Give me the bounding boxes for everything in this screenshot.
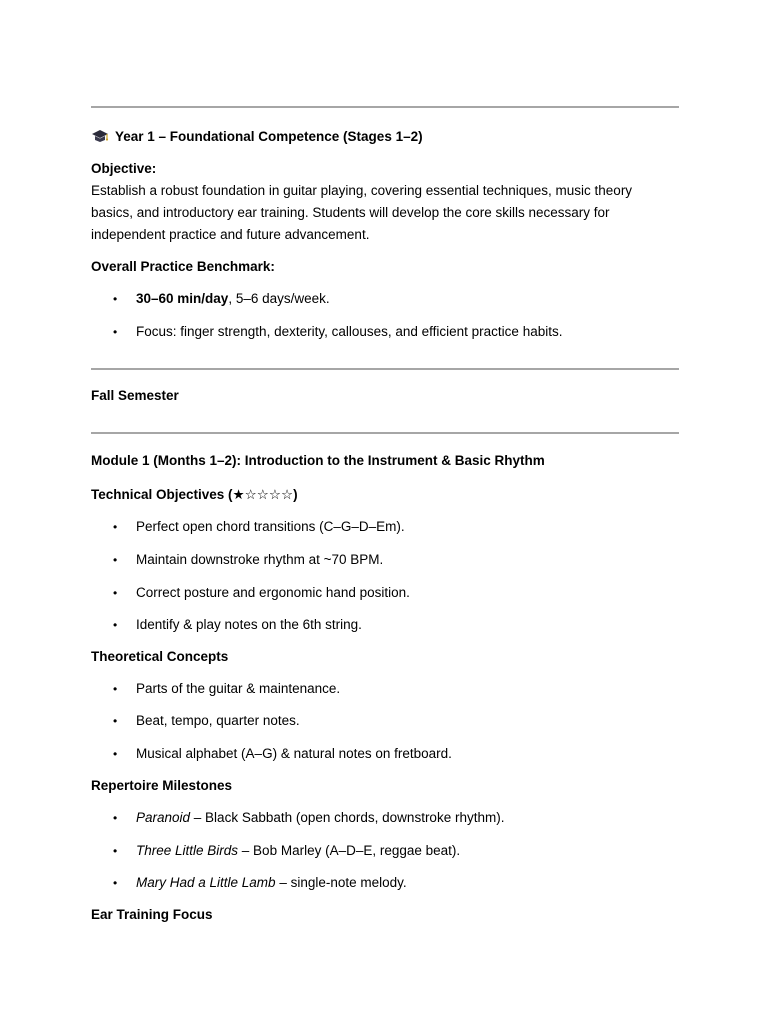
bullet-glyph: •	[113, 586, 118, 600]
bullet-glyph: •	[113, 844, 118, 858]
song-details: – Black Sabbath (open chords, downstroke rhythm).	[190, 810, 505, 825]
technical-objectives-label: Technical Objectives (★☆☆☆☆)	[91, 487, 298, 502]
objective-text-line-2: basics, and introductory ear training. Students will develop the core skills necessary for	[91, 205, 610, 220]
list-item: Parts of the guitar & maintenance.	[136, 681, 341, 696]
benchmark-time: 30–60 min/day	[136, 291, 229, 306]
ear-training-label: Ear Training Focus	[91, 907, 213, 922]
year-title: Year 1 – Foundational Competence (Stages 1–2)	[115, 129, 423, 144]
bullet-glyph: •	[113, 747, 118, 761]
bullet-glyph: •	[113, 553, 118, 567]
module-title: Module 1 (Months 1–2): Introduction to the Instrument & Basic Rhythm	[91, 453, 545, 468]
bullet-glyph: •	[113, 292, 118, 306]
list-item	[136, 809, 504, 827]
bullet-glyph: •	[113, 520, 118, 534]
list-item	[136, 842, 460, 860]
list-item: Perfect open chord transitions (C–G–D–Em).	[136, 519, 405, 534]
list-item: Correct posture and ergonomic hand position.	[136, 585, 410, 600]
list-item: Beat, tempo, quarter notes.	[136, 713, 300, 728]
song-title: Paranoid	[136, 810, 191, 825]
objective-label: Objective:	[91, 161, 157, 176]
repertoire-label: Repertoire Milestones	[91, 778, 233, 793]
benchmark-label: Overall Practice Benchmark:	[91, 259, 275, 274]
song-title: Three Little Birds	[136, 843, 239, 858]
bullet-glyph: •	[113, 618, 118, 632]
song-title: Mary Had a Little Lamb	[136, 875, 276, 890]
benchmark-days: , 5–6 days/week.	[228, 291, 330, 306]
semester-title: Fall Semester	[91, 388, 179, 403]
list-item	[136, 874, 407, 892]
graduation-cap-icon	[91, 129, 109, 143]
list-item: Focus: finger strength, dexterity, callouses, and efficient practice habits.	[136, 324, 563, 339]
bullet-glyph: •	[113, 811, 118, 825]
bullet-glyph: •	[113, 714, 118, 728]
list-item: Maintain downstroke rhythm at ~70 BPM.	[136, 552, 384, 567]
bullet-glyph: •	[113, 682, 118, 696]
song-details: – Bob Marley (A–D–E, reggae beat).	[238, 843, 461, 858]
horizontal-rule	[91, 432, 679, 434]
horizontal-rule	[91, 106, 679, 108]
theoretical-concepts-label: Theoretical Concepts	[91, 649, 229, 664]
list-item: Musical alphabet (A–G) & natural notes on fretboard.	[136, 746, 452, 761]
objective-text-line-1: Establish a robust foundation in guitar playing, covering essential techniques, music theory	[91, 183, 633, 198]
list-item: Identify & play notes on the 6th string.	[136, 617, 362, 632]
horizontal-rule	[91, 368, 679, 370]
song-details: – single-note melody.	[275, 875, 407, 890]
objective-text-line-3: independent practice and future advancement.	[91, 227, 370, 242]
bullet-glyph: •	[113, 325, 118, 339]
list-item	[136, 290, 330, 308]
bullet-glyph: •	[113, 876, 118, 890]
year-heading	[91, 128, 423, 146]
